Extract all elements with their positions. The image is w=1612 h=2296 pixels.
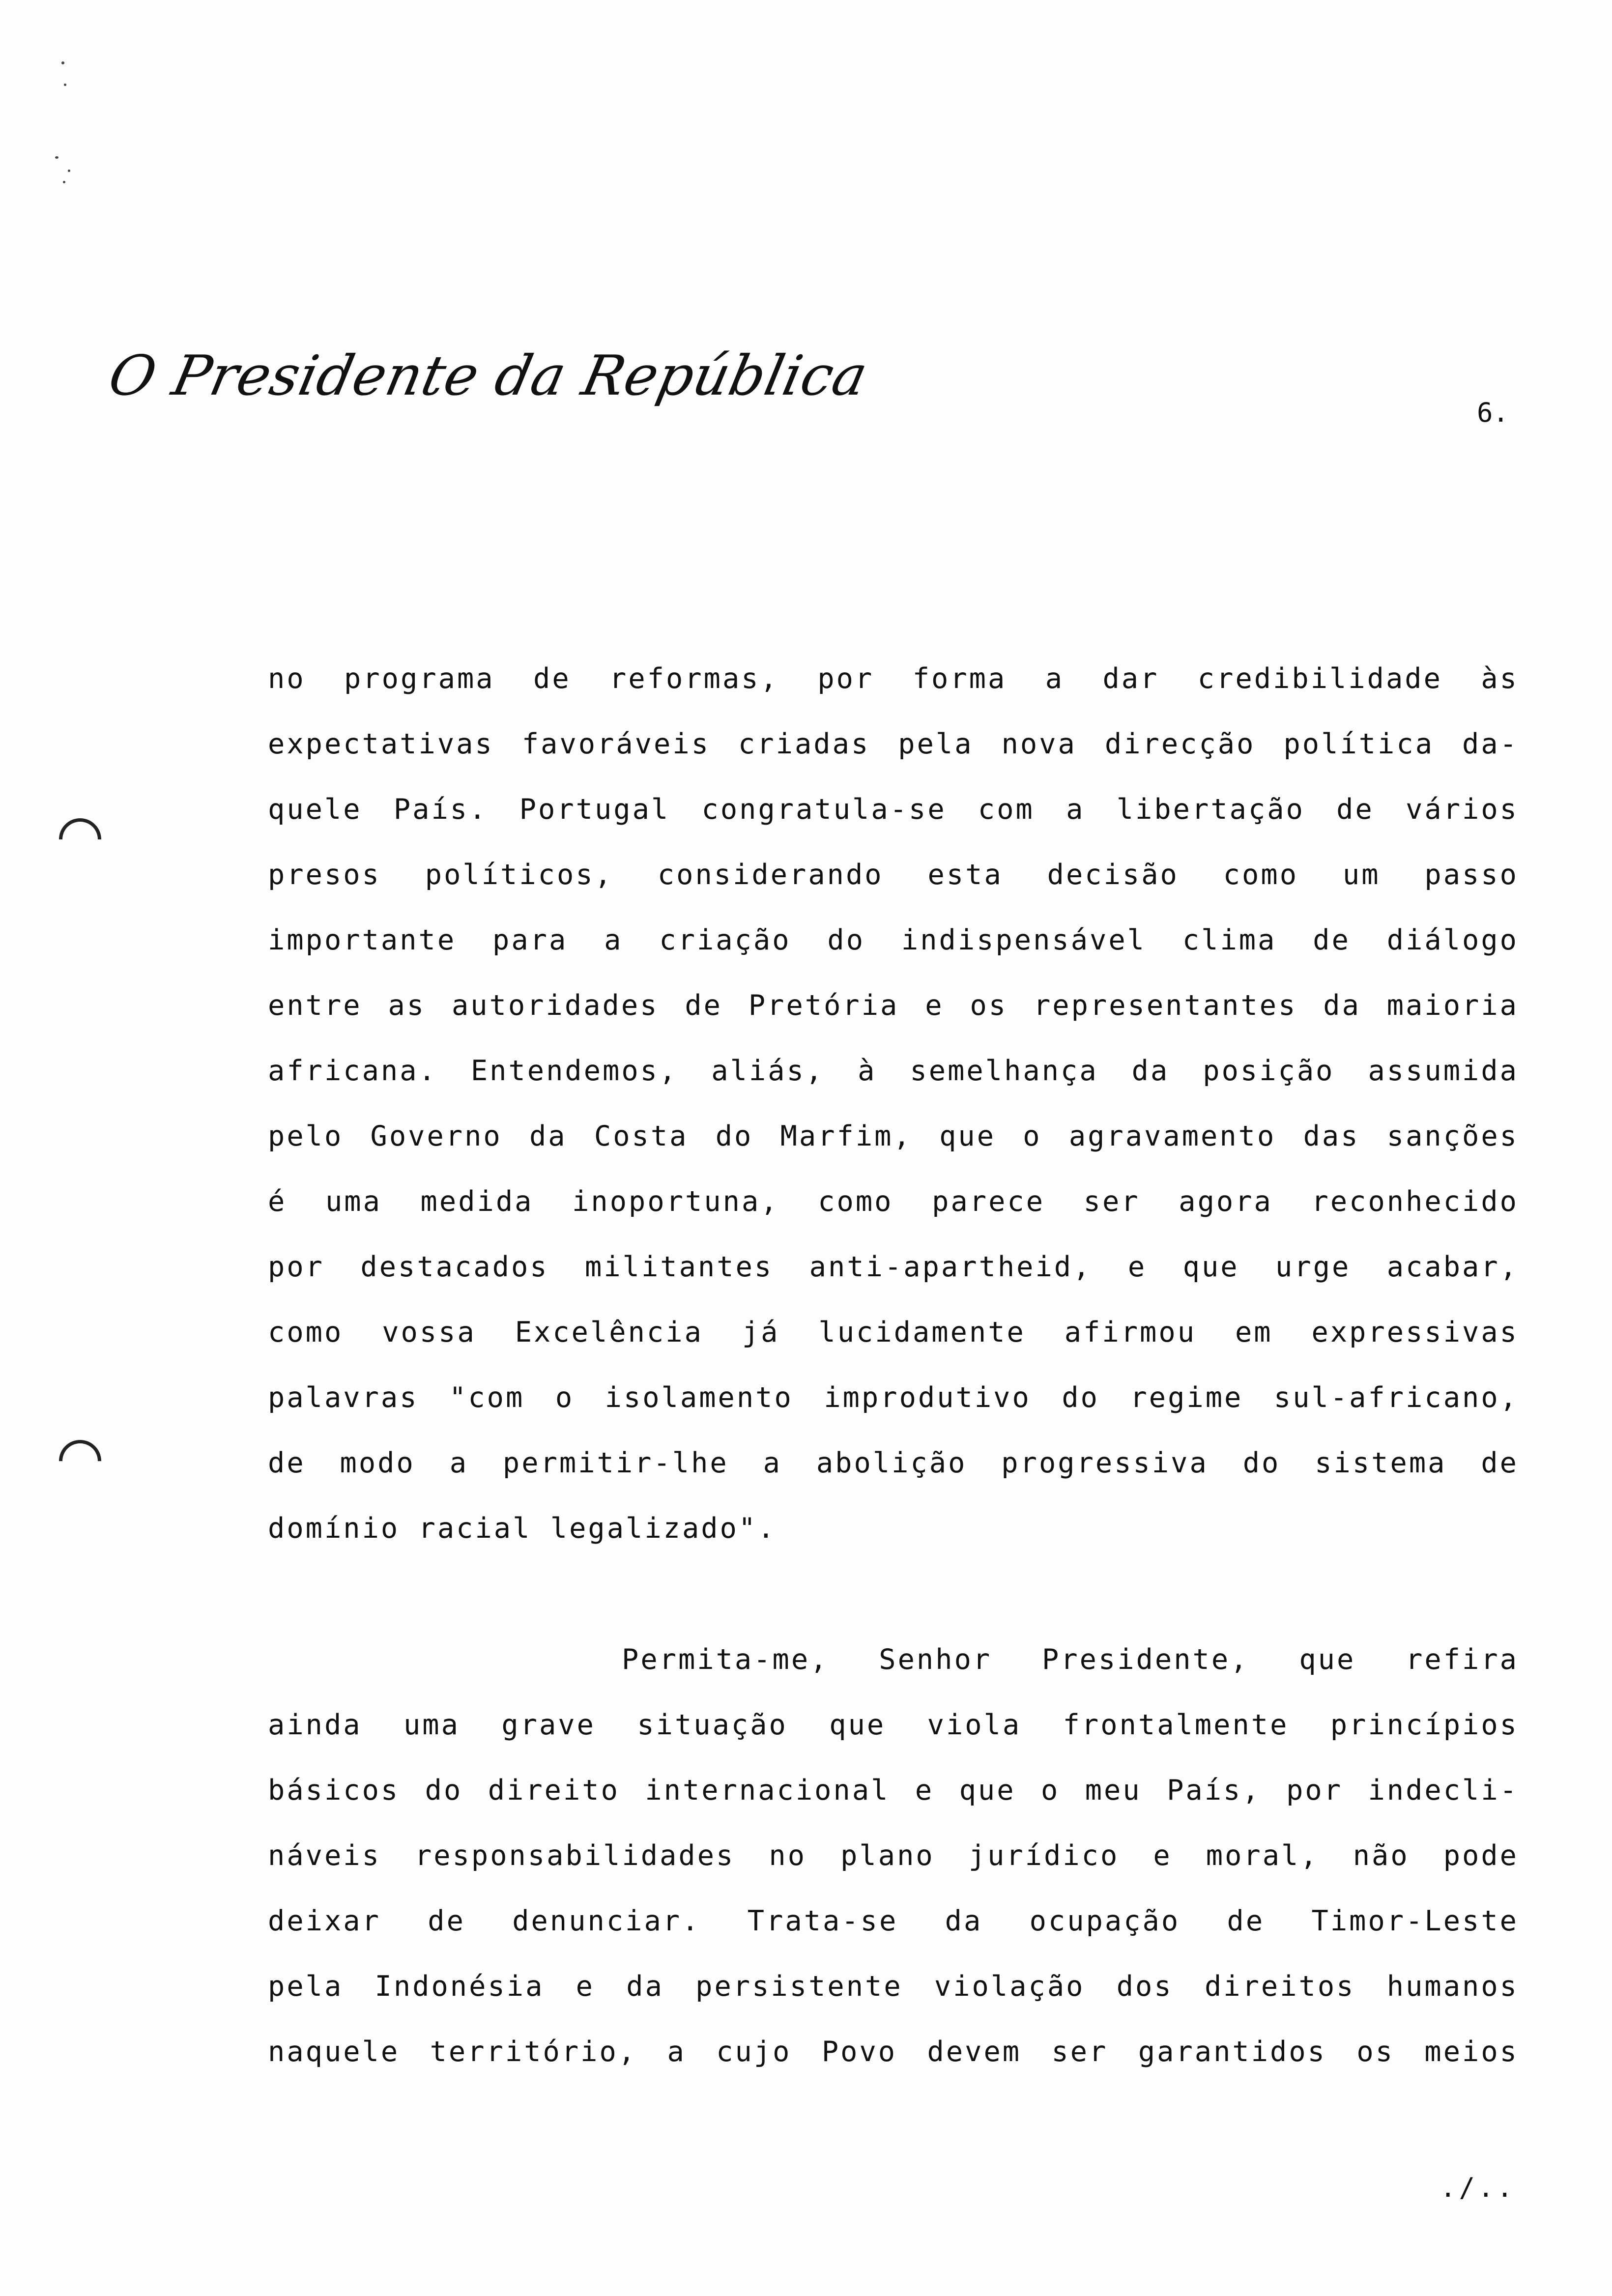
text-line: ainda uma grave situação que viola frontalmente princípios — [268, 1709, 1519, 1741]
text-line: africana. Entendemos, aliás, à semelhança da posição assumida — [268, 1055, 1519, 1087]
text-line: deixar de denunciar. Trata-se da ocupação de Timor-Leste — [268, 1905, 1519, 1937]
text-line: de modo a permitir-lhe a abolição progressiva do sistema de — [268, 1447, 1519, 1479]
text-line: quele País. Portugal congratula-se com a libertação de vários — [268, 793, 1519, 826]
text-line: náveis responsabilidades no plano jurídico e moral, não pode — [268, 1839, 1519, 1872]
text-line: domínio racial legalizado". — [268, 1512, 777, 1545]
punch-hole-mark — [50, 809, 110, 869]
text-line: no programa de reformas, por forma a dar credibilidade às — [268, 662, 1519, 695]
letter-body — [268, 646, 1519, 2085]
text-line: presos políticos, considerando esta decisão como um passo — [268, 859, 1519, 891]
page-number: 6. — [1477, 397, 1509, 428]
text-line: básicos do direito internacional e que o meu País, por indecli- — [268, 1774, 1519, 1807]
paragraph-gap — [268, 1561, 1519, 1627]
continuation-mark: ./.. — [1440, 2172, 1516, 2203]
text-line: entre as autoridades de Pretória e os representantes da maioria — [268, 989, 1519, 1022]
text-line: pelo Governo da Costa do Marfim, que o agravamento das sanções — [268, 1120, 1519, 1152]
margin-speck — [63, 181, 65, 183]
paragraph — [268, 646, 1519, 1561]
text-line: pela Indonésia e da persistente violação dos direitos humanos — [268, 1970, 1519, 2003]
text-line: expectativas favoráveis criadas pela nova direcção política da- — [268, 728, 1519, 760]
punch-hole-mark — [50, 1431, 110, 1491]
text-line: é uma medida inoportuna, como parece ser agora reconhecido — [268, 1185, 1519, 1218]
text-line: Permita-me, Senhor Presidente, que refira — [622, 1643, 1519, 1676]
margin-speck — [61, 61, 64, 64]
margin-speck — [55, 156, 58, 159]
text-line: naquele território, a cujo Povo devem ser garantidos os meios — [268, 2036, 1519, 2068]
text-line: por destacados militantes anti-apartheid, e que urge acabar, — [268, 1251, 1519, 1283]
text-line: como vossa Excelência já lucidamente afirmou em expressivas — [268, 1316, 1519, 1349]
letterhead: O Presidente da República — [103, 344, 873, 408]
margin-speck — [68, 170, 70, 172]
text-line: importante para a criação do indispensável clima de diálogo — [268, 924, 1519, 956]
margin-speck — [64, 84, 66, 86]
paragraph — [268, 1627, 1519, 2085]
text-line: palavras "com o isolamento improdutivo do regime sul-africano, — [268, 1381, 1519, 1414]
